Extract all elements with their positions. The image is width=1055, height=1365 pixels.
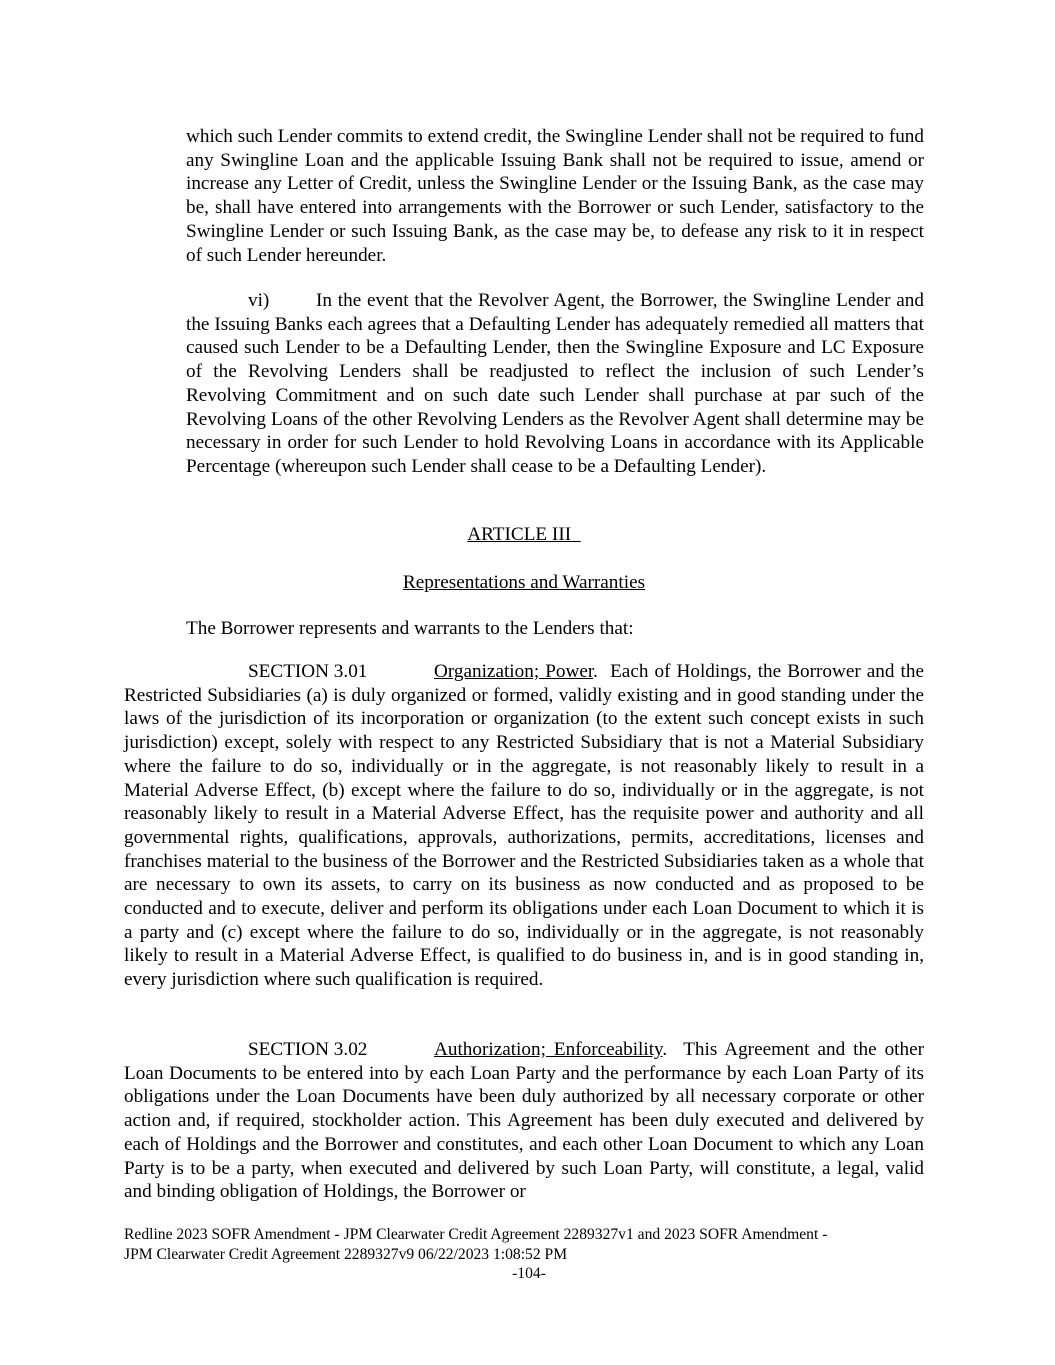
section-3-02-text: This Agreement and the other Loan Documents to be entered into by each Loan Party and the performance by each Loan Party of its obligations under the Loan Documents have been duly authorized by all necessary corporate or other action and, if required, stockholder action. This Agreement has been duly executed and delivered by each of Holdings and the Borrower and constitutes, and each other Loan Document to which any Loan Party is to be a party, when executed and delivered by such Loan Party, will constitute, a legal, valid and binding obligation of Holdings, the Borrower or [124,1039,925,1203]
section-3-01-text: Each of Holdings, the Borrower and the Restricted Subsidiaries (a) is duly organized or formed, validly existing and in good standing under the laws of the jurisdiction of its incorporation or organization (to the extent such concept exists in such jurisdiction) except, solely with respect to any Restricted Subsidiary that is not a Material Subsidiary where the failure to do so, individually or in the aggregate, is not reasonably likely to result in a Material Adverse Effect, (b) except where the failure to do so, individually or in the aggregate, is not reasonably likely to result in a Material Adverse Effect, has the requisite power and authority and all governmental rights, qualifications, approvals, authorizations, permits, accreditations, licenses and franchises material to the business of the Borrower and the Restricted Subsidiaries taken as a whole that are necessary to own its assets, to carry on its business as now conducted and as proposed to be conducted and to execute, deliver and perform its obligations under each Loan Document to which it is a party and (c) except where the failure to do so, individually or in the aggregate, is not reasonably likely to result in a Material Adverse Effect, is qualified to do business in, and is in good standing in, every jurisdiction where such qualification is required. [124,661,924,991]
article-intro: The Borrower represents and warrants to the Lenders that: [186,618,634,639]
section-3-02-title: Authorization; Enforceability [434,1039,663,1060]
section-3-01-title: Organization; Power [434,661,594,682]
page-number: -104- [512,1265,546,1282]
article-subheading: Representations and Warranties [402,572,646,593]
page-footer [124,1225,924,1284]
section-3-01-number: SECTION 3.01 [248,661,368,682]
clause-vi-paragraph [186,289,924,479]
clause-vi-number: vi) [248,290,270,311]
section-3-01-paragraph: SECTION 3.01 Organization; Power. Each of Holdings, the Borrower and the Restricted Subsidiaries (a) is duly organized or formed, validly existing and in good standing under the laws of the jurisdiction of its incorporation or organization (to the extent such concept exists in such jurisdiction) except, solely with respect to any Restricted Subsidiary that is not a Material Subsidiary where the failure to do so, individually or in the aggregate, is not reasonably likely to result in a Material Adverse Effect, (b) except where the failure to do so, individually or in the aggregate, is not reasonably likely to result in a Material Adverse Effect, has the requisite power and authority and all governmental rights, qualifications, approvals, authorizations, permits, accreditations, licenses and franchises material to the business of the Borrower and the Restricted Subsidiaries taken as a whole that are necessary to own its assets, to carry on its business as now conducted and as proposed to be conducted and to execute, deliver and perform its obligations under each Loan Document to which it is a party and (c) except where the failure to do so, individually or in the aggregate, is not reasonably likely to result in a Material Adverse Effect, is qualified to do business in, and is in good standing in, every jurisdiction where such qualification is required. [124,661,924,991]
continuation-paragraph: which such Lender commits to extend credit, the Swingline Lender shall not be required to fund any Swingline Loan and the applicable Issuing Bank shall not be required to issue, amend or increase any Letter of Credit, unless the Swingline Lender or the Issuing Bank, as the case may be, shall have entered into arrangements with the Borrower or such Lender, satisfactory to the Swingline Lender or such Issuing Bank, as the case may be, to defease any risk to it in respect of such Lender hereunder. [186,126,924,266]
section-3-02-number: SECTION 3.02 [248,1039,368,1060]
footer-line-1: Redline 2023 SOFR Amendment - JPM Clearwater Credit Agreement 2289327v1 and 2023 SOFR Amendment - [124,1226,828,1243]
section-3-02-paragraph: SECTION 3.02 Authorization; Enforceability. This Agreement and the other Loan Documents to be entered into by each Loan Party and the performance by each Loan Party of its obligations under the Loan Documents have been duly authorized by all necessary corporate or other action and, if required, stockholder action. This Agreement has been duly executed and delivered by each of Holdings and the Borrower and constitutes, and each other Loan Document to which any Loan Party is to be a party, when executed and delivered by such Loan Party, will constitute, a legal, valid and binding obligation of Holdings, the Borrower or [124,1039,925,1203]
footer-line-2: JPM Clearwater Credit Agreement 2289327v9 06/22/2023 1:08:52 PM [124,1245,568,1263]
article-heading: ARTICLE III [467,524,572,545]
clause-vi-text: In the event that the Revolver Agent, the Borrower, the Swingline Lender and the Issuing Banks each agrees that a Defaulting Lender has adequately remedied all matters that caused such Lender to be a Defaulting Lender, then the Swingline Exposure and LC Exposure of the Revolving Lenders shall be readjusted to reflect the inclusion of such Lender’s Revolving Commitment and on such date such Lender shall purchase at par such of the Revolving Loans of the other Revolving Lenders as the Revolver Agent shall determine may be necessary in order for such Lender to hold Revolving Loans in accordance with its Applicable Percentage (whereupon such Lender shall cease to be a Defaulting Lender). [186,290,924,477]
